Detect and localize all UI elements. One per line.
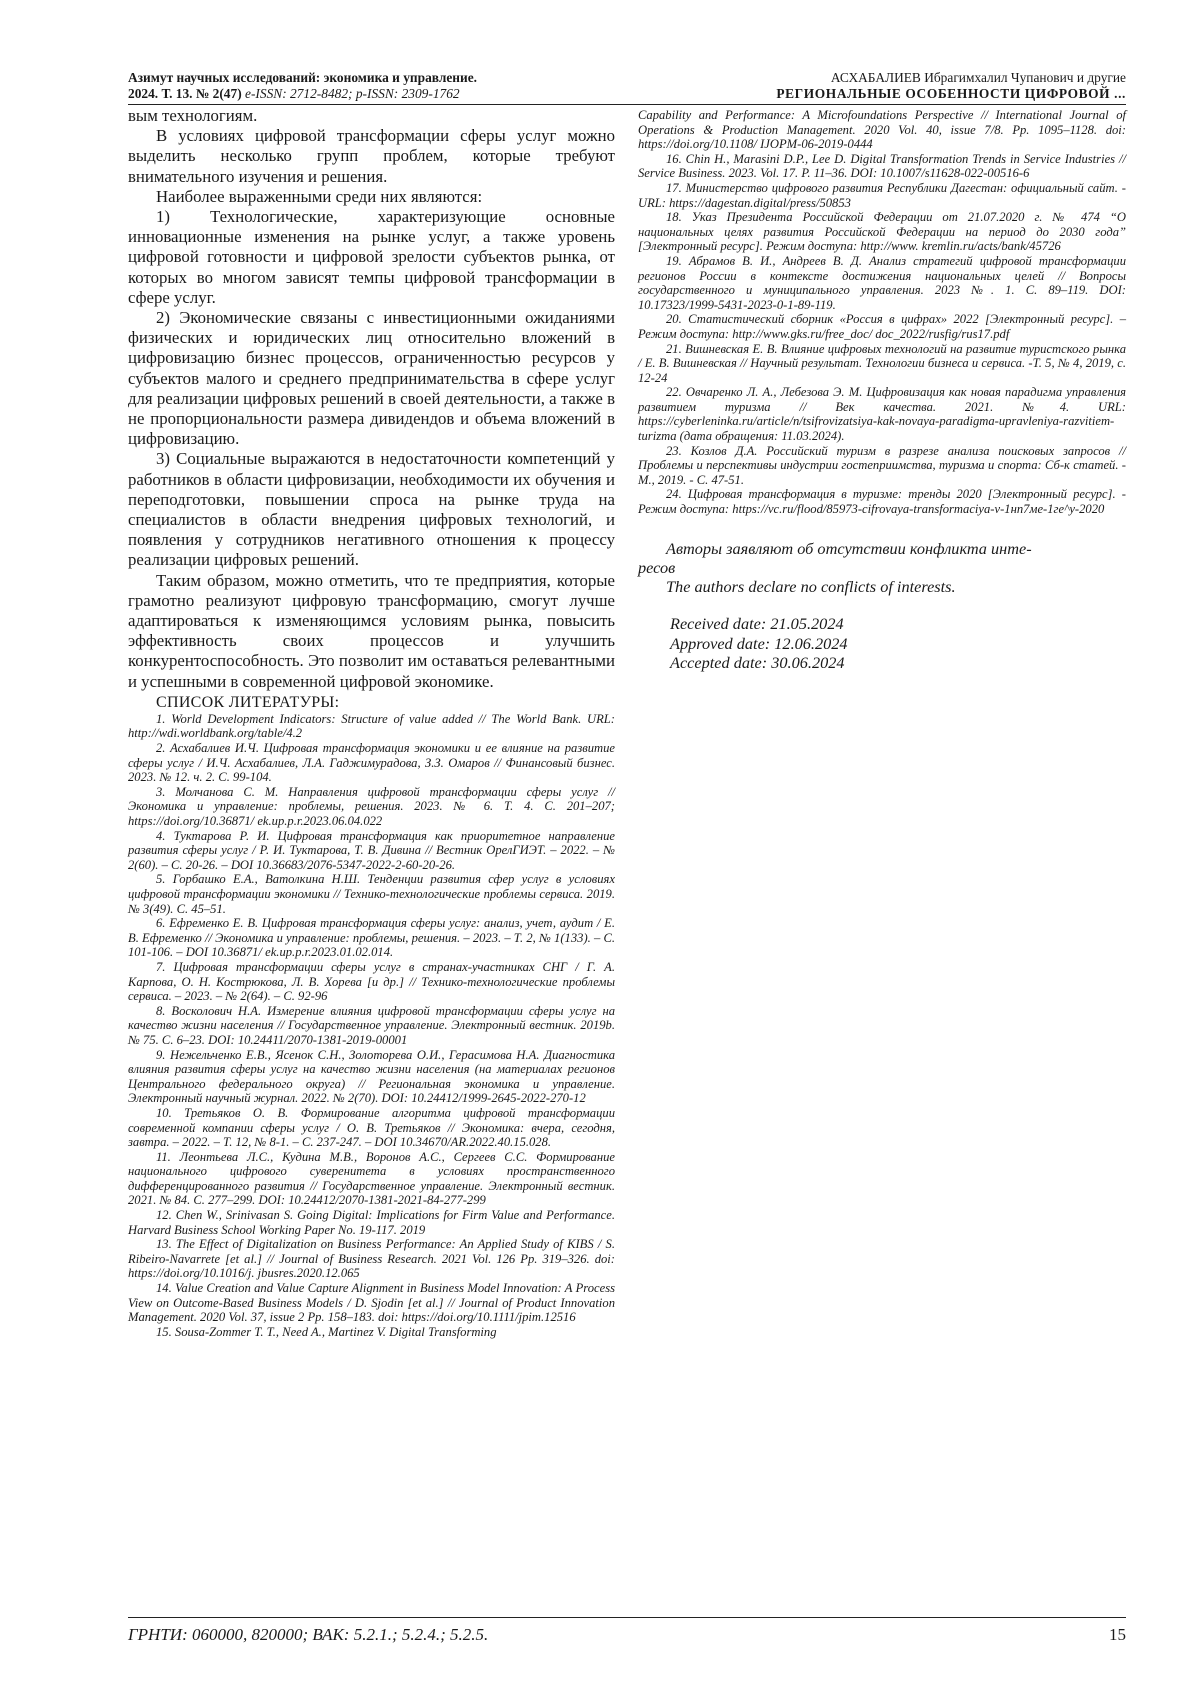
- article-dates: [638, 614, 1126, 673]
- paragraph: Наиболее выраженными среди них являются:: [156, 186, 483, 206]
- right-column: [638, 106, 1126, 673]
- reference-item: 23. Козлов Д.А. Российский туризм в разрезе анализа поисковых запросов // Проблемы и перспективы индустрии гостеприимства, туризма и спорта: Сб-к статей. - М., 2019. - С. 47-51.: [638, 443, 1126, 487]
- received-date: Received date: 21.05.2024: [670, 614, 844, 634]
- paragraph: 1) Технологические, характеризующие основные инновационные изменения на рынке услуг, а также уровень цифровой готовности и цифровой зрелости субъектов рынка, от которых во многом зависят темпы цифровой трансформации в сфере услуг.: [128, 207, 615, 307]
- reference-item: 13. The Effect of Digitalization on Business Performance: An Applied Study of KIBS / S. Ribeiro-Navarrete [et al.] // Journal of Business Research. 2021 Vol. 126 Pp. 319–326. doi: https://doi.org/10.1016/j. jbusres.2020.12.065: [128, 1237, 615, 1281]
- paragraph: 2) Экономические связаны с инвестиционными ожиданиями физических и юридических лиц относительно вложений в цифровизацию бизнес процессов, ограниченностью ресурсов у субъектов малого и среднего предпринимательства в сфере услуг для реализации цифровых решений в своей деятельности, а также в не пропорциональности размера дивидендов и объема вложений в цифровизацию.: [128, 308, 615, 449]
- reference-item: 22. Овчаренко Л. А., Лебезова Э. М. Цифровизация как новая парадигма управления развитием туризма // Век качества. 2021. №4. URL: https://cyberleninka.ru/article/n/tsifrovizatsiya-kak-novaya-paradigma-upravleniya-razvitiem-turizma (дата обращения: 11.03.2024).: [638, 385, 1126, 444]
- body-text: [128, 106, 615, 692]
- reference-item: 9. Нежельченко Е.В., Ясенок С.Н., Золоторева О.И., Герасимова Н.А. Диагностика влияния развития сферы услуг на качество жизни населения (на материалах регионов Центрального федерального округа) // Региональная экономика и управление. Электронный научный журнал. 2022. № 2(70). DOI: 10.24412/1999-2645-2022-270-12: [128, 1047, 615, 1106]
- paragraph: В условиях цифровой трансформации сферы услуг можно выделить несколько групп проблем, которые требуют внимательного изучения и решения.: [128, 126, 615, 186]
- journal-volume: 2024. Т. 13. № 2(47): [128, 86, 242, 101]
- reference-item: 17. Министерство цифрового развития Республики Дагестан: официальный сайт. - URL: https://dagestan.digital/press/50853: [638, 180, 1126, 210]
- header-authors: АСХАБАЛИЕВ Ибрагимхалил Чупанович и другие: [830, 70, 1126, 85]
- footer-classifiers: ГРНТИ: 060000, 820000; ВАК: 5.2.1.; 5.2.4.; 5.2.5.: [128, 1625, 489, 1644]
- left-column: [128, 106, 615, 1339]
- conflict-en: The authors declare no conflicts of interests.: [666, 577, 956, 597]
- reference-item: 1. World Development Indicators: Structure of value added // The World Bank. URL: http://wdi.worldbank.org/table/4.2: [128, 711, 615, 741]
- journal-name: Азимут научных исследований: экономика и управление.: [128, 70, 478, 85]
- paragraph: 3) Социальные выражаются в недостаточности компетенций у работников в области цифровизации, необходимости их обучения и переподготовки, повышении спроса на рынке труда на специалистов в области внедрения цифровых технологий, и появления у сотрудников негативного отношения к процессу реализации цифровых решений.: [128, 449, 615, 570]
- reference-item: 24. Цифровая трансформация в туризме: тренды 2020 [Электронный ресурс]. - Режим доступа: https://vc.ru/flood/85973-cifrovaya-transformaciya-v-1нп7ме-1ге^у-2020: [638, 487, 1126, 517]
- references-list-continued: [638, 108, 1126, 517]
- paragraph: вым технологиям.: [128, 106, 258, 125]
- running-header: [128, 70, 1126, 104]
- reference-item: 10. Третьяков О. В. Формирование алгоритма цифровой трансформации современной компании сферы услуг / О. В. Третьяков // Экономика: вчера, сегодня, завтра. – 2022. – Т. 12, № 8-1. – С. 237-247. – DOI 10.34670/AR.2022.40.15.028.: [128, 1105, 615, 1150]
- paragraph: Таким образом, можно отметить, что те предприятия, которые грамотно реализуют цифровую трансформацию, смогут лучше адаптироваться к изменяющимся условиям рынка, повысить эффективность своих процессов и улучшить конкурентоспособность. Это позволит им оставаться релевантными и успешными в современной цифровой экономике.: [128, 570, 615, 691]
- reference-item: 20. Статистический сборник «Россия в цифрах» 2022 [Электронный ресурс]. – Режим доступа: http://www.gks.ru/free_doc/ doc_2022/rusfig/rus17.pdf: [638, 312, 1126, 341]
- reference-item-continued: Capability and Performance: A Microfoundations Perspective // International Journal of Operations & Production Management. 2020 Vol. 40, issue 7/8. Pp. 1095–1128. doi: https://doi.org/10.1108/ IJOPM-06-2019-0444: [638, 108, 1126, 152]
- header-article-title: РЕГИОНАЛЬНЫЕ ОСОБЕННОСТИ ЦИФРОВОЙ ...: [776, 86, 1126, 101]
- references-title: СПИСОК ЛИТЕРАТУРЫ:: [156, 693, 340, 711]
- reference-item: 15. Sousa-Zommer T. T., Need A., Martinez V. Digital Transforming: [156, 1324, 497, 1339]
- reference-item: 5. Горбашко Е.А., Ватолкина Н.Ш. Тенденции развития сфер услуг в условиях цифровой трансформации экономики // Технико-технологические проблемы сервиса. 2019. № 3(49). С. 45–51.: [128, 872, 615, 916]
- journal-issn: e-ISSN: 2712-8482; p-ISSN: 2309-1762: [245, 86, 460, 101]
- conflict-ru: Авторы заявляют об отсутствии конфликта инте-: [666, 538, 1032, 558]
- references-list: [128, 694, 615, 1340]
- reference-item: 8. Восколович Н.А. Измерение влияния цифровой трансформации сферы услуг на качество жизни населения // Государственное управление. Электронный вестник. 2019b. № 75. С. 6–23. DOI: 10.24411/2070-1381-2019-00001: [128, 1003, 615, 1047]
- reference-item: 12. Chen W., Srinivasan S. Going Digital: Implications for Firm Value and Performance. Harvard Business School Working Paper No. 19-117. 2019: [128, 1208, 615, 1237]
- reference-item: 6. Ефременко Е. В. Цифровая трансформация сферы услуг: анализ, учет, аудит / Е. В. Ефременко // Экономика и управление: проблемы, решения. – 2023. – Т. 2, № 1(133). – С. 101-106. – DOI 10.36871/ ek.up.p.r.2023.01.02.014.: [128, 916, 615, 960]
- reference-item: 11. Леонтьева Л.С., Кудина М.В., Воронов А.С., Сергеев С.С. Формирование национального цифрового суверенитета в условиях пространственного дифференцированного развития // Государственное управление. Электронный вестник. 2021. № 84. С. 277–299. DOI: 10.24412/2070-1381-2021-84-277-299: [128, 1149, 615, 1208]
- conflict-statement: [638, 539, 1126, 597]
- reference-item: 2. Асхабалиев И.Ч. Цифровая трансформация экономики и ее влияние на развитие сферы услуг / И.Ч. Асхабалиев, Л.А. Гаджимурадова, З.З. Омаров // Финансовый бизнес. 2023. № 12. ч. 2. С. 99-104.: [128, 741, 615, 785]
- reference-item: 3. Молчанова С. М. Направления цифровой трансформации сферы услуг // Экономика и управление: проблемы, решения. 2023. № 6. Т. 4. С. 201–207; https://doi.org/10.36871/ ek.up.p.r.2023.06.04.022: [128, 784, 615, 829]
- reference-item: 19. Абрамов В. И., Андреев В. Д. Анализ стратегий цифровой трансформации регионов России в контексте достижения национальных целей // Вопросы государственного и муниципального управления. 2023 №. 1. С. 89–119. DOI: 10.17323/1999-5431-2023-0-1-89-119.: [638, 253, 1126, 312]
- conflict-ru-cont: ресов: [638, 557, 676, 577]
- reference-item: 18. Указ Президента Российской Федерации от 21.07.2020 г. № 474 “О национальных целях развития Российской Федерации на период до 2030 года” [Электронный ресурс]. Режим доступа: http://www. kremlin.ru/acts/bank/45726: [638, 210, 1126, 254]
- footer-rule: [128, 1617, 1126, 1618]
- page-number: 15: [1109, 1625, 1126, 1644]
- reference-item: 21. Вишневская Е. В. Влияние цифровых технологий на развитие туристского рынка / Е. В. Вишневская // Научный результат. Технологии бизнеса и сервиса. -Т. 5, № 4, 2019, с. 12-24: [638, 341, 1126, 385]
- header-rule: [128, 104, 1126, 105]
- reference-item: 14. Value Creation and Value Capture Alignment in Business Model Innovation: A Process View on Outcome-Based Business Models / D. Sjodin [et al.] // Journal of Product Innovation Management. 2020 Vol. 37, issue 2 Pp. 158–183. doi: https://doi.org/10.1111/jpim.12516: [128, 1281, 615, 1325]
- reference-item: 4. Туктарова Р. И. Цифровая трансформация как приоритетное направление развития сферы услуг / Р. И. Туктарова, Т. В. Дивина // Вестник ОрелГИЭТ. – 2022. – № 2(60). – С. 20-26. – DOI 10.36683/2076-5347-2022-2-60-20-26.: [128, 828, 615, 872]
- approved-date: Approved date: 12.06.2024: [670, 633, 848, 653]
- reference-item: 16. Chin H., Marasini D.P., Lee D. Digital Transformation Trends in Service Industries // Service Business. 2023. Vol. 17. P. 11–36. DOI: 10.1007/s11628-022-00516-6: [638, 151, 1126, 181]
- accepted-date: Accepted date: 30.06.2024: [670, 653, 845, 673]
- article-info: [566, 70, 1126, 102]
- reference-item: 7. Цифровая трансформации сферы услуг в странах-участниках СНГ / Г. А. Карпова, О. Н. Кострюкова, Л. В. Хорева [и др.] // Технико-технологические проблемы сервиса. – 2023. – № 2(64). – С. 92-96: [128, 959, 615, 1004]
